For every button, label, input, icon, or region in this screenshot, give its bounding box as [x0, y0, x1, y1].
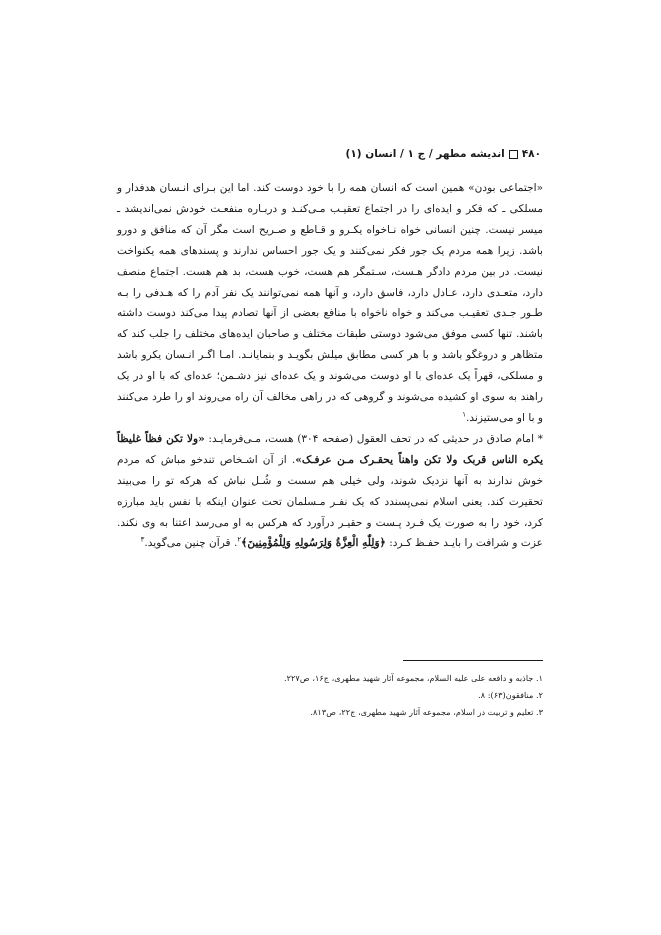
footnote-2: ۲. منافقون(۶۳): ۸.	[478, 690, 543, 700]
square-icon	[509, 150, 518, 159]
paragraph-2	[117, 429, 543, 554]
footnote-3: ۳. تعلیم و تربیت در اسلام، مجموعه آثار شهید مطهری، ج۲۲، ص۸۱۳.	[310, 707, 543, 717]
footnote-ref-1: ۱	[462, 410, 467, 419]
footnote-divider	[403, 660, 543, 661]
paragraph-1	[117, 178, 543, 429]
page-number: ۴۸۰	[521, 148, 541, 160]
running-title: اندیشه مطهر / ج ۱ / انسان (۱)	[345, 148, 505, 160]
paragraph-2-ending: . قرآن چنین می‌گوید.	[144, 537, 238, 550]
paragraph-2-intro: * امام صادق در حدیثی که در تحف العقول (صفحه ۳۰۴) هست، مـی‌فرمایـد:	[204, 432, 543, 445]
footnotes	[117, 670, 543, 721]
running-header	[121, 148, 541, 160]
main-text	[117, 178, 543, 554]
footnote-ref-3: ۳	[140, 535, 145, 544]
paragraph-1-text: «اجتماعی بودن» همین است که انسان همه را با خود دوست کند. اما این بـرای انـسان هدفدار و مسلکی ـ که فکر و ایده‌ای را در اجتماع تعقیـب مـی‌کنـد و دربـاره منفعـت خودش نمی‌اندیشد ـ میسر نیست. چنین انسانی خواه نـاخواه یکـرو و قـاطع و صـریح است مگر آن که منافق و دورو باشد. زیرا همه مردم یک جور فکر نمی‌کنند و یک جور احساس ندارند و پسندهای همه یکنواخت نیست. در بین مردم دادگر هـست، سـتمگر هم هست، خوب هست، بد هم هست. اجتماع منصف دارد، متعـدی دارد، عـادل دارد، فاسق دارد، و آنها همه نمی‌توانند یک نفر آدم را که هـدفی را بـه طـور جـدی تعقیـب می‌کند و خواه ناخواه با منافع بعضی از آنها تصادم پیدا می‌کند دوست داشته باشند. تنها کسی موفق می‌شود دوستی طبقات مختلف و صاحبان ایده‌های مختلف را جلب کند که متظاهر و دروغگو باشد و با هر کسی مطابق میلش بگویـد و بنمایانـد. امـا اگـر انـسان یکرو باشد و مسلکی، قهراً یک عده‌ای با او دوست می‌شوند و یک عده‌ای نیز دشـمن؛ عده‌ای که با او در یک راهند به سوی او کشیده می‌شوند و گروهی که در راهی مخالف آن راه می‌روند او را طرد می‌کنند و با او می‌ستیزند.	[117, 182, 543, 424]
footnote-ref-2: ۲	[237, 535, 242, 544]
quran-verse: ﴿وَلِلّٰهِ الْعِزَّةُ وَلِرَسُولِهِ وَلِلْمُؤْمِنِينَ﴾	[241, 537, 386, 550]
hadith-quote: «ولا تکن فظاً غلیظاً یکره الناس قربک ولا تکن واهناً یحقـرک مـن عرفـک»	[117, 432, 544, 466]
paragraph-2-rest: . از آن اشـخاص تندخو مباش که مردم خوش ندارند به آنها نزدیک شوند، ولی خیلی هم سست و شُـل نباش که هرکه تو را می‌بیند تحقیرت کند. یعنی اسلام نمی‌پسندد که یک نفـر مـسلمان تحت عنوان اینکه با نفس باید مبارزه کرد، خود را به صورت یک فـرد پـست و حقیـر درآورد که هرکس به او می‌رسد اعتنا به وی نکند. عزت و شرافت را بایـد حفـظ کـرد:	[117, 453, 544, 550]
footnote-1: ۱. جاذبه و دافعه علی علیه السلام، مجموعه آثار شهید مطهری، ج۱۶، ص۲۲۷.	[284, 673, 543, 683]
